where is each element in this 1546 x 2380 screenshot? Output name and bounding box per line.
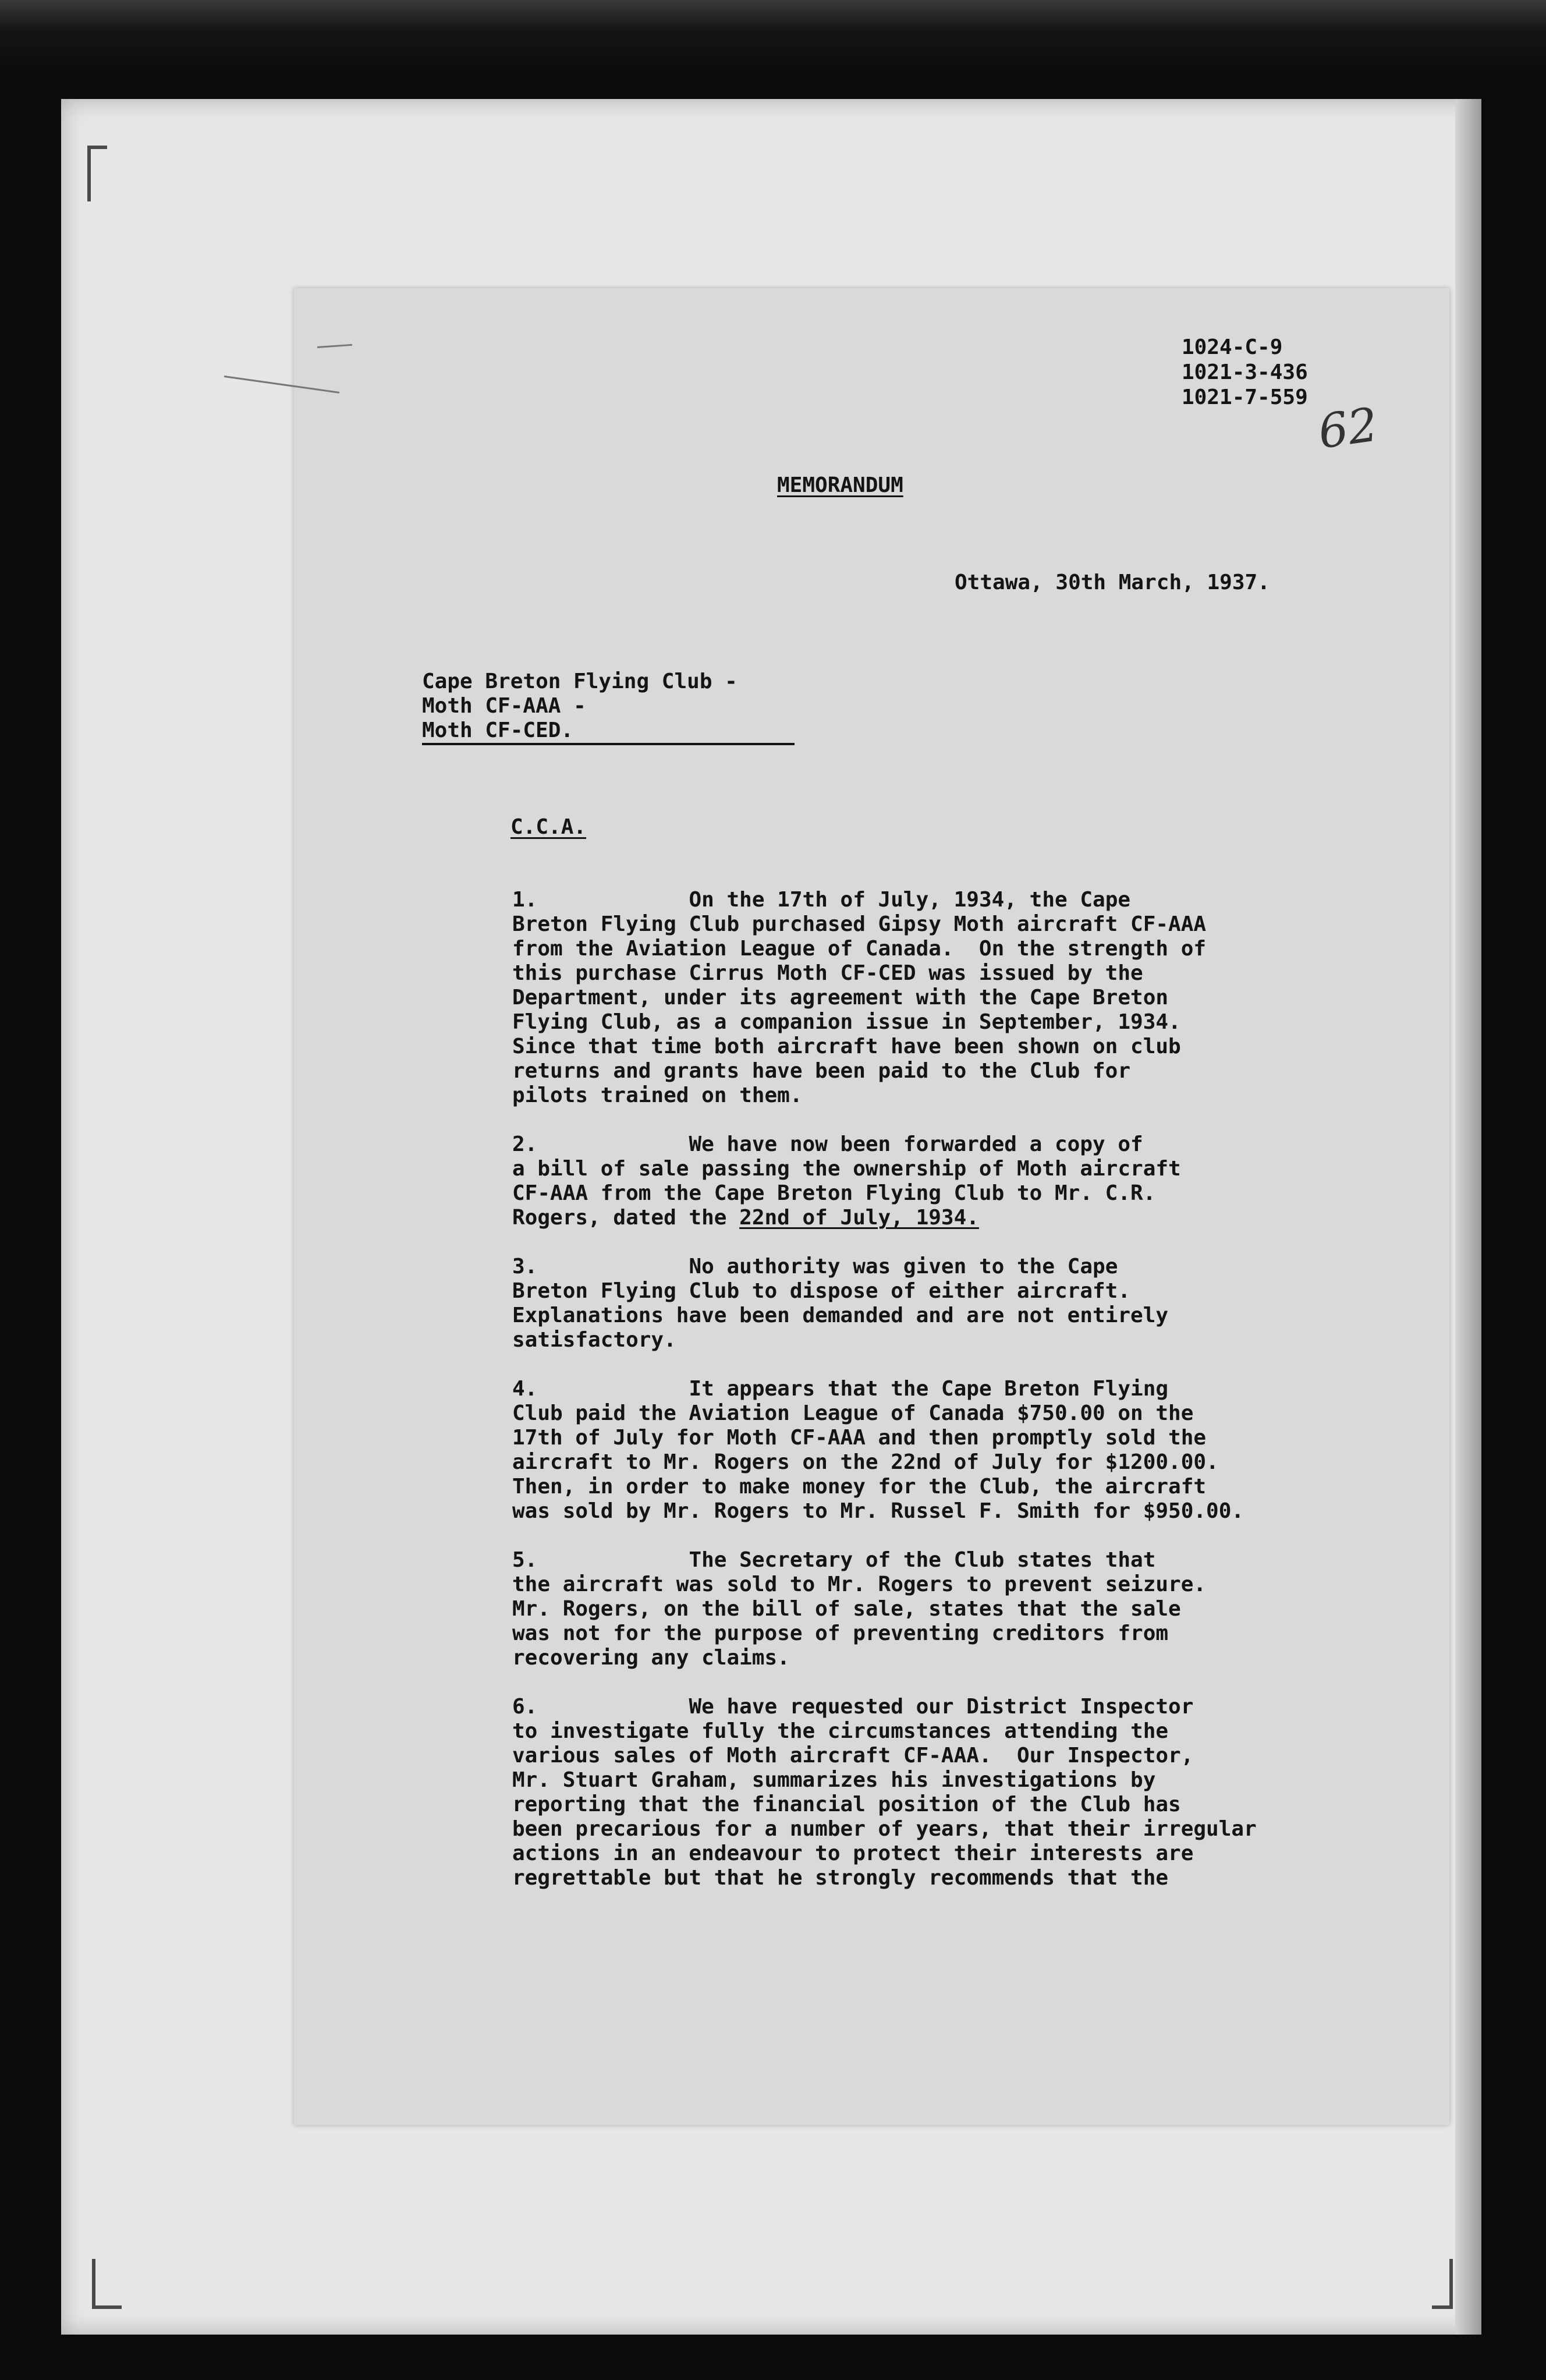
underlined-date: 22nd of July, 1934. [739, 1206, 979, 1230]
paragraph-line: Then, in order to make money for the Club, the aircraft [512, 1475, 1207, 1499]
paragraph-line: the aircraft was sold to Mr. Rogers to prevent seizure. [512, 1572, 1207, 1596]
paragraph-line: Mr. Stuart Graham, summarizes his investigations by [512, 1768, 1156, 1792]
paper-scratch-mark [317, 344, 352, 348]
paragraph-line: been precarious for a number of years, that their irregular [512, 1817, 1257, 1841]
addressee: C.C.A. [510, 815, 587, 839]
paragraph-first-line: 4. It appears that the Cape Breton Flying [512, 1377, 1169, 1401]
file-reference: 1024-C-9 [1182, 335, 1283, 359]
paragraph-line: a bill of sale passing the ownership of Moth aircraft [512, 1157, 1181, 1181]
memorandum-page [294, 288, 1449, 2125]
paragraph [512, 1255, 1432, 1352]
memo-heading: MEMORANDUM [777, 473, 903, 497]
paragraph-line: satisfactory. [512, 1328, 676, 1352]
handwritten-page-number: 62 [1314, 397, 1381, 459]
paragraph-line: various sales of Moth aircraft CF-AAA. Our Inspector, [512, 1744, 1194, 1768]
paragraph-line: Flying Club, as a companion issue in September, 1934. [512, 1010, 1181, 1034]
sheet-edge-shadow [1455, 99, 1481, 2335]
crop-mark-bottom-right [1432, 2259, 1453, 2309]
paragraph-number: 5. [512, 1548, 538, 1572]
paragraph-number: 4. [512, 1377, 538, 1401]
paragraph-line: Department, under its agreement with the Cape Breton [512, 986, 1169, 1010]
paragraph-line: returns and grants have been paid to the Club for [512, 1059, 1131, 1083]
paragraph-line: aircraft to Mr. Rogers on the 22nd of July for $1200.00. [512, 1450, 1219, 1474]
subject-line: Moth CF-AAA - [422, 694, 586, 718]
paragraph-line: was sold by Mr. Rogers to Mr. Russel F. Smith for $950.00. [512, 1499, 1244, 1523]
paragraph-number: 2. [512, 1132, 538, 1156]
paragraph-first-line: 3. No authority was given to the Cape [512, 1255, 1118, 1278]
paragraph-line: Breton Flying Club purchased Gipsy Moth aircraft CF-AAA [512, 912, 1207, 936]
file-reference: 1021-3-436 [1182, 360, 1308, 384]
paragraph [512, 1132, 1432, 1230]
memo-date: Ottawa, 30th March, 1937. [955, 571, 1270, 594]
subject-block [422, 670, 795, 745]
paragraph [512, 1548, 1432, 1670]
paragraph-number: 6. [512, 1695, 538, 1719]
paragraph-line: reporting that the financial position of the Club has [512, 1793, 1181, 1816]
subject-line: Cape Breton Flying Club - [422, 670, 737, 693]
paragraph-first-line: 1. On the 17th of July, 1934, the Cape [512, 888, 1131, 912]
paragraph-line: Explanations have been demanded and are not entirely [512, 1304, 1169, 1327]
paragraph-line: this purchase Cirrus Moth CF-CED was issued by the [512, 961, 1143, 985]
paragraph-line: from the Aviation League of Canada. On the strength of [512, 937, 1207, 961]
paragraph-first-line: 5. The Secretary of the Club states that [512, 1548, 1156, 1572]
file-reference: 1021-7-559 [1182, 385, 1308, 409]
paragraph [512, 1377, 1432, 1524]
paragraph-line: CF-AAA from the Cape Breton Flying Club to Mr. C.R. [512, 1181, 1156, 1205]
paragraph-first-line: 6. We have requested our District Inspector [512, 1695, 1194, 1719]
paragraph-line: Rogers, dated the 22nd of July, 1934. [512, 1206, 979, 1230]
paragraph-line: pilots trained on them. [512, 1083, 803, 1107]
paragraph-first-line: 2. We have now been forwarded a copy of [512, 1132, 1143, 1156]
paragraph-line: actions in an endeavour to protect their interests are [512, 1841, 1194, 1865]
paragraph-line: regrettable but that he strongly recommends that the [512, 1866, 1169, 1890]
crop-mark-top-left [87, 146, 107, 201]
paragraph-number: 3. [512, 1255, 538, 1278]
paragraph-number: 1. [512, 888, 538, 912]
paragraph-line: was not for the purpose of preventing creditors from [512, 1621, 1169, 1645]
paragraph-line: to investigate fully the circumstances attending the [512, 1719, 1169, 1743]
memo-body [512, 888, 1432, 1915]
crop-mark-bottom-left [92, 2259, 122, 2309]
paragraph [512, 888, 1432, 1108]
paragraph-line: Club paid the Aviation League of Canada $750.00 on the [512, 1401, 1194, 1425]
paragraph-line: Breton Flying Club to dispose of either aircraft. [512, 1279, 1131, 1303]
paragraph-line: Since that time both aircraft have been shown on club [512, 1035, 1181, 1058]
paragraph-line: 17th of July for Moth CF-AAA and then promptly sold the [512, 1426, 1207, 1450]
paragraph [512, 1695, 1432, 1890]
paragraph-line: recovering any claims. [512, 1646, 790, 1670]
subject-line: Moth CF-CED. [422, 718, 795, 745]
paragraph-line: Mr. Rogers, on the bill of sale, states that the sale [512, 1597, 1181, 1621]
file-reference-block [1182, 335, 1426, 410]
scan-noise-strip [0, 0, 1546, 76]
